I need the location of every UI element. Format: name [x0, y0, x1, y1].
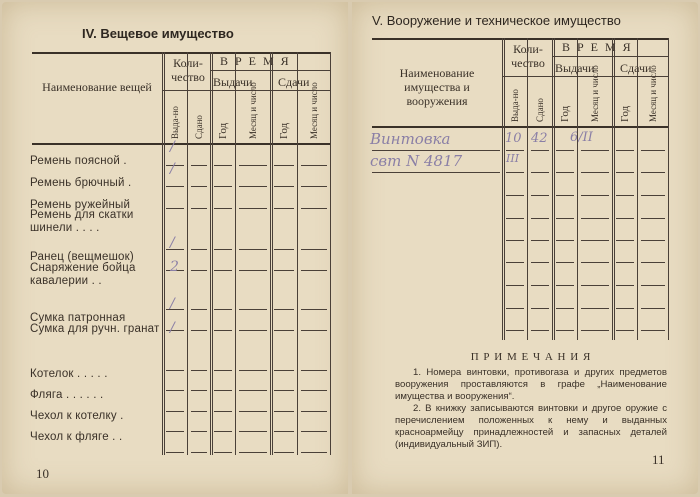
row-rule	[641, 308, 665, 309]
row-rule	[239, 370, 267, 371]
right-section-title: V. Вооружение и техническое имущество	[372, 13, 621, 28]
row-rule	[556, 308, 574, 309]
row-rule	[166, 370, 184, 371]
note-2: 2. В книжку записываются винтовки и другое оружие с перечислением положенных к нему и выданных красноармейцу принадлежностей и запасных деталей (индивидуальный ЗИП).	[395, 403, 667, 450]
row-rule	[191, 249, 207, 250]
row-rule	[301, 431, 327, 432]
handwritten-date-1: 6/II	[570, 130, 593, 145]
row-rule	[274, 452, 294, 453]
item-name: Фляга . . . . . .	[30, 389, 104, 401]
header-year: Год	[216, 122, 229, 139]
row-rule	[531, 285, 549, 286]
handwritten-qty-2: III	[506, 152, 520, 165]
header-returned: Сдано	[534, 98, 545, 122]
row-rule	[616, 308, 634, 309]
row-rule	[556, 195, 574, 196]
handwritten-issued-mark: /	[170, 320, 175, 336]
row-rule	[274, 309, 294, 310]
header-rule	[552, 56, 668, 57]
row-rule	[191, 165, 207, 166]
row-rule	[531, 262, 549, 263]
row-rule	[556, 218, 574, 219]
row-rule	[239, 452, 267, 453]
row-rule	[581, 330, 609, 331]
row-rule	[166, 452, 184, 453]
row-rule	[641, 195, 665, 196]
column-divider	[502, 38, 505, 340]
header-month_day: Месяц и число	[647, 65, 658, 122]
row-rule	[641, 285, 665, 286]
row-rule	[191, 330, 207, 331]
row-rule	[581, 308, 609, 309]
column-divider	[612, 38, 615, 340]
item-name: Снаряжение бойца кавалерии . .	[30, 262, 136, 287]
header-time: В Р Е М Я	[220, 54, 291, 68]
handwritten-item-2: свт N 4817	[370, 152, 463, 170]
row-rule	[616, 262, 634, 263]
row-rule	[191, 370, 207, 371]
row-rule	[556, 285, 574, 286]
row-rule	[531, 330, 549, 331]
header-issue: Выдачи	[213, 75, 253, 89]
row-rule	[531, 195, 549, 196]
row-rule	[214, 370, 232, 371]
row-rule	[301, 452, 327, 453]
row-rule	[166, 431, 184, 432]
notes-title: П Р И М Е Ч А Н И Я	[470, 351, 592, 363]
row-rule	[506, 262, 524, 263]
row-rule	[641, 240, 665, 241]
row-rule	[166, 330, 184, 331]
column-divider	[235, 52, 236, 455]
row-rule	[581, 262, 609, 263]
row-rule	[556, 262, 574, 263]
header-quantity: Коли-чество	[171, 56, 205, 84]
row-rule	[166, 411, 184, 412]
row-rule	[372, 150, 500, 151]
row-rule	[531, 240, 549, 241]
row-rule	[214, 309, 232, 310]
row-rule	[191, 390, 207, 391]
handwritten-issued-mark: 2	[170, 259, 179, 275]
column-divider	[162, 52, 165, 455]
header-month_day: Месяц и число	[247, 82, 258, 139]
row-rule	[506, 195, 524, 196]
row-rule	[372, 172, 500, 173]
row-rule	[214, 208, 232, 209]
row-rule	[274, 411, 294, 412]
handwritten-qty-1: 10	[505, 131, 522, 146]
row-rule	[301, 249, 327, 250]
row-rule	[166, 165, 184, 166]
item-name: Чехол к котелку .	[30, 410, 124, 422]
handwritten-issued-mark: /	[170, 139, 175, 155]
header-month_day: Месяц и число	[589, 65, 600, 122]
row-rule	[641, 262, 665, 263]
row-rule	[506, 285, 524, 286]
column-divider	[297, 52, 298, 455]
row-rule	[191, 309, 207, 310]
row-rule	[239, 186, 267, 187]
row-rule	[581, 218, 609, 219]
row-rule	[191, 411, 207, 412]
row-rule	[616, 330, 634, 331]
row-rule	[556, 330, 574, 331]
handwritten-year-1: 42	[531, 131, 548, 146]
row-rule	[641, 218, 665, 219]
row-rule	[616, 218, 634, 219]
header-name: Наименование вещей	[42, 80, 152, 94]
item-name: Сумка для ручн. гранат	[30, 323, 160, 335]
item-name: Ремень поясной .	[30, 155, 127, 167]
row-rule	[166, 249, 184, 250]
row-rule	[301, 390, 327, 391]
row-rule	[506, 218, 524, 219]
page-number-right: 11	[652, 452, 665, 467]
header-year: Год	[558, 105, 571, 122]
column-divider	[210, 52, 213, 455]
row-rule	[506, 240, 524, 241]
header-month_day: Месяц и число	[308, 82, 319, 139]
header-quantity: Коли-чество	[511, 42, 545, 70]
row-rule	[301, 309, 327, 310]
row-rule	[506, 330, 524, 331]
row-rule	[274, 370, 294, 371]
row-rule	[191, 186, 207, 187]
row-rule	[274, 330, 294, 331]
row-rule	[191, 452, 207, 453]
row-rule	[274, 208, 294, 209]
handwritten-issued-mark: /	[170, 296, 175, 312]
row-rule	[301, 330, 327, 331]
row-rule	[274, 390, 294, 391]
header-return: Сдачи	[620, 61, 652, 75]
header-returned: Сдано	[193, 115, 204, 139]
row-rule	[274, 186, 294, 187]
row-rule	[214, 431, 232, 432]
header-time: В Р Е М Я	[562, 40, 633, 54]
page-number-left: 10	[36, 466, 49, 481]
row-rule	[239, 431, 267, 432]
column-divider	[527, 38, 528, 340]
header-year: Год	[618, 105, 631, 122]
row-rule	[556, 172, 574, 173]
header-issued: Выда-но	[509, 89, 520, 122]
item-name: Ремень для скатки шинели . . . .	[30, 209, 134, 234]
column-divider	[577, 38, 578, 340]
row-rule	[239, 249, 267, 250]
column-divider	[637, 38, 638, 340]
row-rule	[166, 309, 184, 310]
row-rule	[166, 390, 184, 391]
row-rule	[531, 218, 549, 219]
item-name: Ранец (вещмешок)	[30, 251, 134, 263]
row-rule	[274, 270, 294, 271]
row-rule	[214, 186, 232, 187]
handwritten-issued-mark: /	[170, 161, 175, 177]
column-divider	[330, 52, 331, 455]
row-rule	[581, 195, 609, 196]
column-divider	[552, 38, 555, 340]
row-rule	[191, 270, 207, 271]
row-rule	[301, 411, 327, 412]
row-rule	[166, 208, 184, 209]
row-rule	[641, 172, 665, 173]
row-rule	[581, 240, 609, 241]
row-rule	[214, 411, 232, 412]
row-rule	[239, 165, 267, 166]
row-rule	[616, 172, 634, 173]
left-section-title: IV. Вещевое имущество	[82, 26, 234, 41]
row-rule	[214, 270, 232, 271]
row-rule	[301, 208, 327, 209]
header-issue: Выдачи	[555, 61, 595, 75]
row-rule	[239, 208, 267, 209]
handwritten-item-1: Винтовка	[370, 130, 451, 148]
row-rule	[214, 330, 232, 331]
row-rule	[531, 172, 549, 173]
item-name: Ремень ружейный	[30, 199, 131, 211]
row-rule	[214, 452, 232, 453]
row-rule	[616, 285, 634, 286]
row-rule	[239, 390, 267, 391]
header-return: Сдачи	[278, 75, 310, 89]
row-rule	[239, 309, 267, 310]
row-rule	[581, 150, 609, 151]
item-name: Чехол к фляге . .	[30, 431, 123, 443]
row-rule	[506, 308, 524, 309]
item-name: Котелок . . . . .	[30, 368, 108, 380]
table-header-rule	[372, 126, 668, 128]
row-rule	[616, 195, 634, 196]
header-name: Наименование имущества и вооружения	[399, 66, 475, 108]
row-rule	[616, 150, 634, 151]
item-name: Сумка патронная	[30, 312, 126, 324]
row-rule	[581, 172, 609, 173]
column-divider	[668, 38, 669, 340]
row-rule	[556, 150, 574, 151]
row-rule	[506, 172, 524, 173]
row-rule	[641, 150, 665, 151]
row-rule	[506, 150, 524, 151]
row-rule	[274, 431, 294, 432]
row-rule	[301, 165, 327, 166]
row-rule	[641, 330, 665, 331]
row-rule	[301, 186, 327, 187]
row-rule	[274, 249, 294, 250]
table-header-rule	[32, 143, 330, 145]
item-name: Ремень брючный .	[30, 177, 132, 189]
row-rule	[301, 270, 327, 271]
row-rule	[301, 370, 327, 371]
row-rule	[214, 165, 232, 166]
row-rule	[556, 240, 574, 241]
row-rule	[214, 249, 232, 250]
row-rule	[191, 431, 207, 432]
row-rule	[531, 308, 549, 309]
column-divider	[270, 52, 273, 455]
column-divider	[187, 52, 188, 455]
row-rule	[191, 208, 207, 209]
row-rule	[581, 285, 609, 286]
row-rule	[239, 330, 267, 331]
row-rule	[214, 390, 232, 391]
row-rule	[239, 270, 267, 271]
handwritten-issued-mark: /	[170, 235, 175, 251]
row-rule	[616, 240, 634, 241]
row-rule	[239, 411, 267, 412]
row-rule	[274, 165, 294, 166]
header-year: Год	[277, 122, 290, 139]
note-1: 1. Номера винтовки, противогаза и других предметов вооружения проставляются в графе „Наименование имущества и вооружения“.	[395, 367, 667, 402]
row-rule	[531, 150, 549, 151]
header-issued: Выда-но	[169, 106, 180, 139]
row-rule	[166, 186, 184, 187]
